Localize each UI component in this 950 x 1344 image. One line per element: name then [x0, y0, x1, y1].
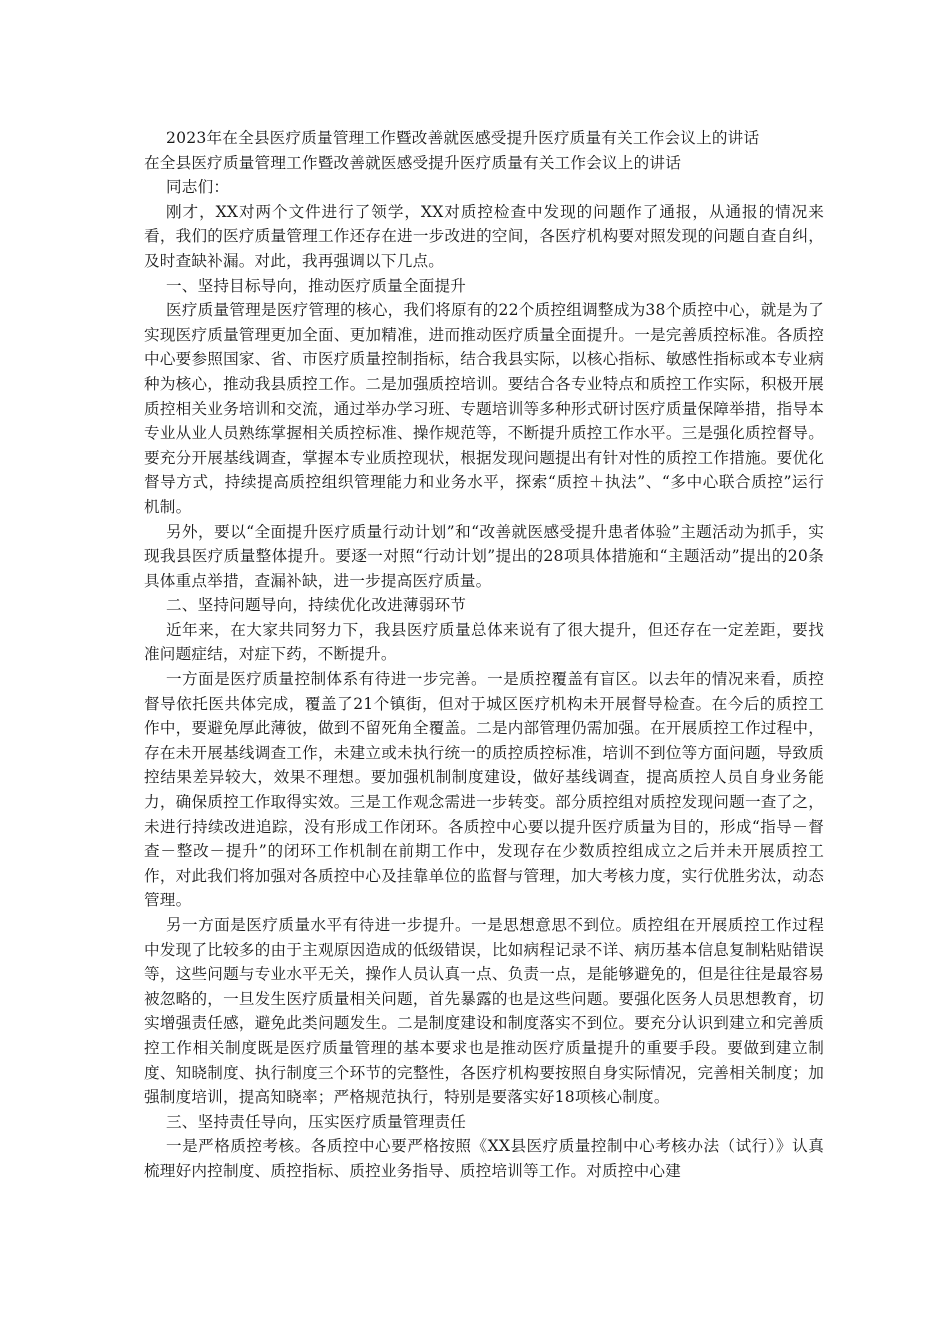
- section-3-heading: 三、坚持责任导向，压实医疗质量管理责任: [166, 1112, 467, 1131]
- section-3-paragraph-1: 一是严格质控考核。各质控中心要严格按照《XX县医疗质量控制中心考核办法（试行）》认真梳理好内控制度、质控指标、质控业务指导、质控培训等工作。对质控中心建: [144, 1137, 824, 1180]
- section-1-paragraph-1: 医疗质量管理是医疗管理的核心，我们将原有的22个质控组调整成为38个质控中心，就是为了实现医疗质量管理更加全面、更加精准，进而推动医疗质量全面提升。一是完善质控标准。各质控中心要参照国家、省、市医疗质量控制指标，结合我县实际，以核心指标、敏感性指标或本专业病种为核心，推动我县质控工作。二是加强质控培训。要结合各专业特点和质控工作实际，积极开展质控相关业务培训和交流，通过举办学习班、专题培训等多种形式研讨医疗质量保障举措，指导本专业从业人员熟练掌握相关质控标准、操作规范等，不断提升质控工作水平。三是强化质控督导。要充分开展基线调查，掌握本专业质控现状，根据发现问题提出有针对性的质控工作措施。要优化督导方式，持续提高质控组织管理能力和业务水平，探索“质控＋执法”、“多中心联合质控”运行机制。: [144, 301, 824, 516]
- section-1-paragraph-2: 另外，要以“全面提升医疗质量行动计划”和“改善就医感受提升患者体验”主题活动为抓手，实现我县医疗质量整体提升。要逐一对照“行动计划”提出的28项具体措施和“主题活动”提出的20条具体重点举措，查漏补缺，进一步提高医疗质量。: [144, 522, 824, 590]
- section-2-paragraph-2: 一方面是医疗质量控制体系有待进一步完善。一是质控覆盖有盲区。以去年的情况来看，质控督导依托医共体完成，覆盖了21个镇街，但对于城区医疗机构未开展督导检查。在今后的质控工作中，要避免厚此薄彼，做到不留死角全覆盖。二是内部管理仍需加强。在开展质控工作过程中，存在未开展基线调查工作，未建立或未执行统一的质控质控标准，培训不到位等方面问题，导致质控结果差异较大，效果不理想。要加强机制制度建设，做好基线调查，提高质控人员自身业务能力，确保质控工作取得实效。三是工作观念需进一步转变。部分质控组对质控发现问题一查了之，未进行持续改进追踪，没有形成工作闭环。各质控中心要以提升医疗质量为目的，形成“指导－督查－整改－提升”的闭环工作机制在前期工作中，发现存在少数质控组成立之后并未开展质控工作，对此我们将加强对各质控中心及挂靠单位的监督与管理，加大考核力度，实行优胜劣汰，动态管理。: [144, 670, 824, 910]
- document-subtitle: 在全县医疗质量管理工作暨改善就医感受提升医疗质量有关工作会议上的讲话: [144, 153, 681, 172]
- salutation: 同志们：: [166, 178, 230, 197]
- document-title: 2023年在全县医疗质量管理工作暨改善就医感受提升医疗质量有关工作会议上的讲话: [166, 129, 760, 147]
- section-2-paragraph-1: 近年来，在大家共同努力下，我县医疗质量总体来说有了很大提升，但还存在一定差距，要找准问题症结，对症下药，不断提升。: [144, 620, 824, 664]
- section-2-heading: 二、坚持问题导向，持续优化改进薄弱环节: [166, 596, 467, 615]
- document-page: [144, 126, 824, 1184]
- section-2-paragraph-3: 另一方面是医疗质量水平有待进一步提升。一是思想意思不到位。质控组在开展质控工作过程中发现了比较多的由于主观原因造成的低级错误，比如病程记录不详、病历基本信息复制粘贴错误等，这些问题与专业水平无关，操作人员认真一点、负责一点，是能够避免的，但是往往是最容易被忽略的，一旦发生医疗质量相关问题，首先暴露的也是这些问题。要强化医务人员思想教育，切实增强责任感，避免此类问题发生。二是制度建设和制度落实不到位。要充分认识到建立和完善质控工作相关制度既是医疗质量管理的基本要求也是推动医疗质量提升的重要手段。要做到建立制度、知晓制度、执行制度三个环节的完整性，各医疗机构要按照自身实际情况，完善相关制度；加强制度培训，提高知晓率；严格规范执行，特别是要落实好18项核心制度。: [144, 916, 824, 1107]
- section-1-heading: 一、坚持目标导向，推动医疗质量全面提升: [166, 276, 467, 295]
- intro-paragraph: 刚才，XX对两个文件进行了领学，XX对质控检查中发现的问题作了通报，从通报的情况来看，我们的医疗质量管理工作还存在进一步改进的空间，各医疗机构要对照发现的问题自查自纠，及时查缺补漏。对此，我再强调以下几点。: [144, 202, 824, 270]
